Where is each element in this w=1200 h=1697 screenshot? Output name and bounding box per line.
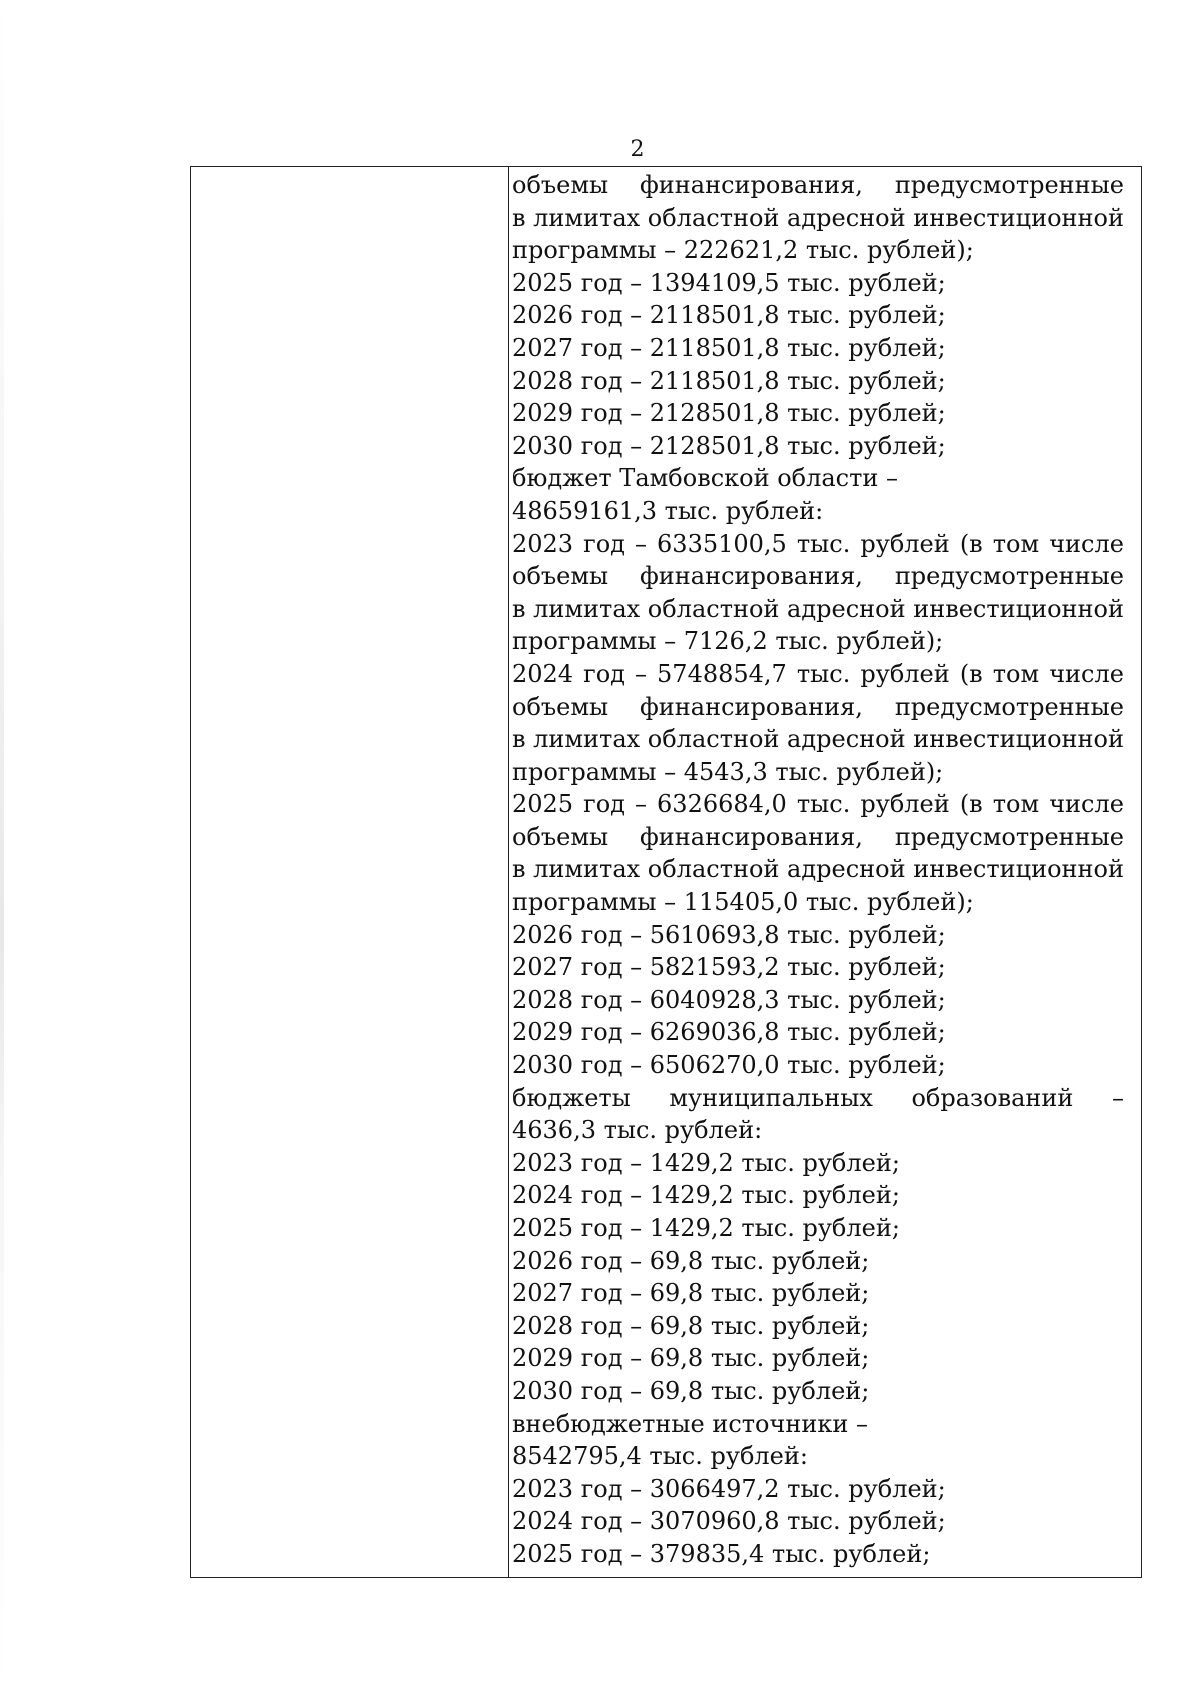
word: объемы [512, 822, 609, 851]
text-line: программы – 7126,2 тыс. рублей); [512, 627, 944, 656]
word: рублей [860, 659, 950, 688]
extrabudget-year-line: 2023 год – 3066497,2 тыс. рублей; [512, 1474, 946, 1503]
municipal-budget-heading [512, 1082, 1124, 1115]
justified-line [512, 691, 1124, 724]
federal-year-line: 2027 год – 2118501,8 тыс. рублей; [512, 333, 946, 362]
justified-line [512, 723, 1124, 756]
word: (в [959, 529, 983, 558]
word: числе [1049, 529, 1124, 558]
word: (в [959, 659, 983, 688]
word: лимитах [533, 203, 641, 232]
extrabudget-year-line: 2025 год – 379835,4 тыс. рублей; [512, 1539, 931, 1568]
municipal-year-line: 2023 год – 1429,2 тыс. рублей; [512, 1148, 900, 1177]
word: объемы [512, 171, 609, 199]
word: адресной [787, 594, 906, 623]
regional-year-line: 2027 год – 5821593,2 тыс. рублей; [512, 953, 946, 982]
extrabudget-total: 8542795,4 тыс. рублей: [512, 1442, 808, 1471]
justified-line [512, 788, 1124, 821]
word: объемы [512, 562, 609, 591]
word: адресной [787, 725, 906, 754]
word: предусмотренные [894, 692, 1124, 721]
word: год [583, 659, 625, 688]
text-line: программы – 4543,3 тыс. рублей); [512, 757, 944, 786]
word: лимитах [533, 594, 641, 623]
justified-line [512, 593, 1124, 626]
municipal-year-line: 2024 год – 1429,2 тыс. рублей; [512, 1181, 900, 1210]
word: лимитах [533, 855, 641, 884]
word: – [634, 659, 647, 688]
word: – [1112, 1083, 1124, 1112]
regional-year-line: 2026 год – 5610693,8 тыс. рублей; [512, 920, 946, 949]
word: областной [647, 855, 780, 884]
word: адресной [787, 203, 906, 232]
justified-line [512, 528, 1124, 561]
word: областной [647, 203, 780, 232]
word: том [992, 790, 1040, 819]
word: образований [911, 1083, 1074, 1112]
word: тыс. [796, 529, 851, 558]
federal-year-line: 2025 год – 1394109,5 тыс. рублей; [512, 268, 946, 297]
regional-year-line: 2028 год – 6040928,3 тыс. рублей; [512, 985, 946, 1014]
word: год [583, 790, 625, 819]
word: предусмотренные [894, 822, 1124, 851]
justified-line [512, 169, 1124, 202]
regional-budget-total: 48659161,3 тыс. рублей: [512, 496, 824, 525]
word: – [634, 790, 647, 819]
word: 5748854,7 [657, 659, 787, 688]
word: том [992, 529, 1040, 558]
word: в [512, 725, 526, 754]
word: рублей [860, 790, 950, 819]
word: – [634, 529, 647, 558]
municipal-year-line: 2030 год – 69,8 тыс. рублей; [512, 1376, 870, 1405]
word: в [512, 855, 526, 884]
scan-edge-artifact [0, 0, 4, 1697]
word: лимитах [533, 725, 641, 754]
regional-budget-heading: бюджет Тамбовской области – [512, 464, 899, 493]
word: инвестиционной [913, 594, 1124, 623]
word: областной [647, 725, 780, 754]
word: инвестиционной [913, 725, 1124, 754]
municipal-year-line: 2027 год – 69,8 тыс. рублей; [512, 1279, 870, 1308]
word: рублей [860, 529, 950, 558]
word: в [512, 594, 526, 623]
word: объемы [512, 692, 609, 721]
municipal-budget-total: 4636,3 тыс. рублей: [512, 1116, 763, 1145]
word: 2023 [512, 529, 574, 558]
word: тыс. [796, 659, 851, 688]
regional-year-line: 2029 год – 6269036,8 тыс. рублей; [512, 1018, 946, 1047]
municipal-year-line: 2028 год – 69,8 тыс. рублей; [512, 1311, 870, 1340]
municipal-year-line: 2025 год – 1429,2 тыс. рублей; [512, 1214, 900, 1242]
page-number: 2 [630, 137, 645, 162]
regional-year-line: 2030 год – 6506270,0 тыс. рублей; [512, 1051, 946, 1080]
justified-line [512, 202, 1124, 235]
word: муниципальных [669, 1083, 873, 1112]
word: 2025 [512, 790, 574, 819]
word: предусмотренные [894, 562, 1124, 591]
federal-year-line: 2028 год – 2118501,8 тыс. рублей; [512, 366, 946, 395]
municipal-year-line: 2026 год – 69,8 тыс. рублей; [512, 1246, 870, 1275]
text-line: программы – 115405,0 тыс. рублей); [512, 888, 974, 917]
word: 2024 [512, 659, 574, 688]
word: областной [647, 594, 780, 623]
text-line: программы – 222621,2 тыс. рублей); [512, 236, 974, 265]
word: финансирования, [640, 562, 863, 591]
justified-line [512, 853, 1124, 886]
justified-line [512, 560, 1124, 593]
federal-year-line: 2029 год – 2128501,8 тыс. рублей; [512, 399, 946, 428]
word: инвестиционной [913, 855, 1124, 884]
word: финансирования, [640, 822, 863, 851]
word: в [512, 203, 526, 232]
column-divider [508, 166, 509, 1578]
word: числе [1049, 659, 1124, 688]
extrabudget-year-line: 2024 год – 3070960,8 тыс. рублей; [512, 1507, 946, 1536]
financing-text-cell [512, 169, 1124, 1571]
word: адресной [787, 855, 906, 884]
word: финансирования, [640, 692, 863, 721]
extrabudget-heading: внебюджетные источники – [512, 1409, 868, 1438]
word: предусмотренные [894, 171, 1124, 199]
word: инвестиционной [913, 203, 1124, 232]
word: финансирования, [640, 171, 863, 199]
word: год [583, 529, 625, 558]
municipal-year-line: 2029 год – 69,8 тыс. рублей; [512, 1344, 870, 1373]
word: 6335100,5 [657, 529, 787, 558]
federal-year-line: 2026 год – 2118501,8 тыс. рублей; [512, 301, 946, 330]
word: тыс. [796, 790, 851, 819]
word: том [992, 659, 1040, 688]
word: бюджеты [512, 1083, 631, 1112]
word: 6326684,0 [657, 790, 787, 819]
word: числе [1049, 790, 1124, 819]
justified-line [512, 821, 1124, 854]
federal-year-line: 2030 год – 2128501,8 тыс. рублей; [512, 431, 946, 460]
justified-line [512, 658, 1124, 691]
word: (в [959, 790, 983, 819]
